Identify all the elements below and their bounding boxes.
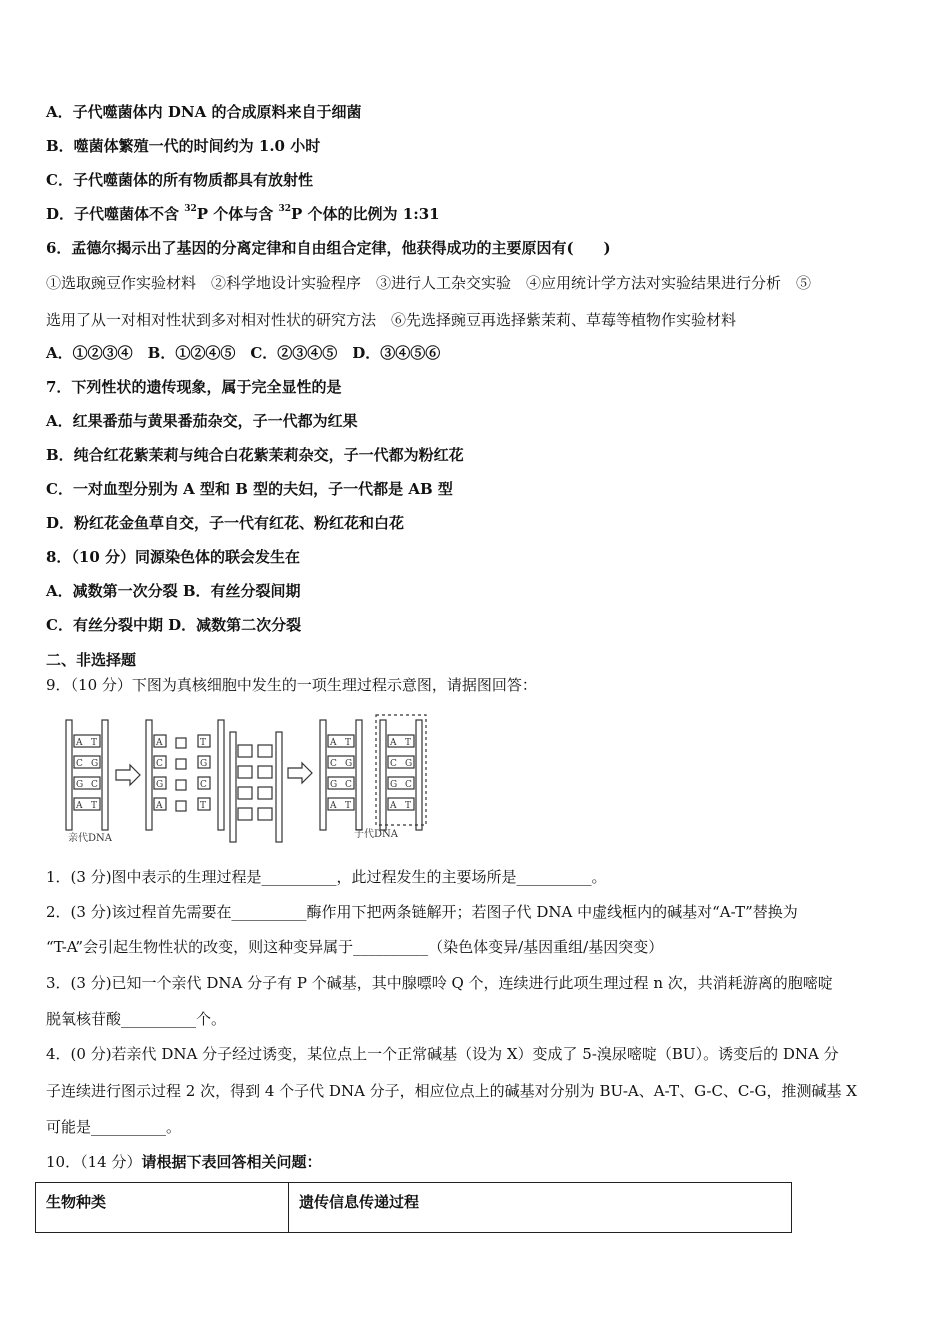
base-label: C [91, 780, 98, 790]
dna-strand [356, 720, 362, 830]
base-label: G [390, 780, 398, 790]
dna-strand [218, 720, 224, 830]
base-fragment [258, 808, 272, 820]
base-label: T [345, 801, 352, 811]
child-dna-drawing [320, 715, 426, 830]
q7-option-d: D．粉红花金鱼草自交，子一代有红花、粉红花和白花 [46, 514, 405, 532]
q6-choices-line1: ①选取豌豆作实验材料 ②科学地设计实验程序 ③进行人工杂交实验 ④应用统计学方法对实验结果进行分析 ⑤ [46, 274, 812, 292]
section-heading: 二、非选择题 [46, 651, 137, 669]
base-label: A [330, 801, 337, 811]
base-label: G [345, 759, 353, 769]
q8-stem: 8．（10 分）同源染色体的联会发生在 [46, 548, 301, 566]
q7-option-c: C．一对血型分别为 A 型和 B 型的夫妇，子一代都是 AB 型 [46, 480, 453, 498]
q9-sub4-line1: 4．(0 分)若亲代 DNA 分子经过诱变，某位点上一个正常碱基（设为 X）变成了 5-溴尿嘧啶（BU）。诱变后的 DNA 分 [46, 1045, 839, 1063]
unwinding-dna-drawing [146, 720, 282, 842]
q9-sub1: 1．(3 分)图中表示的生理过程是__________，此过程发生的主要场所是__________。 [46, 868, 607, 886]
q8-options-ab: A．减数第一次分裂 B．有丝分裂间期 [46, 582, 301, 600]
dna-replication-figure [58, 710, 438, 845]
dna-strand [380, 720, 386, 830]
arrow-icon [116, 763, 312, 785]
q6-options: A．①②③④ B．①②④⑤ C．②③④⑤ D．③④⑤⑥ [46, 344, 441, 362]
free-nucleotide [176, 759, 186, 769]
base-label: T [200, 801, 207, 811]
q7-option-b: B．纯合红花紫茉莉与纯合白花紫茉莉杂交，子一代都为粉红花 [46, 446, 464, 464]
base-fragment [258, 766, 272, 778]
q7-option-a: A．红果番茄与黄果番茄杂交，子一代都为红果 [46, 412, 358, 430]
q7-stem: 7．下列性状的遗传现象，属于完全显性的是 [46, 378, 342, 396]
base-label: G [91, 759, 99, 769]
q9-sub4-line2: 子连续进行图示过程 2 次，得到 4 个子代 DNA 分子，相应位点上的碱基对分别为 BU-A、A-T、G-C、C-G，推测碱基 X [46, 1082, 857, 1100]
base-label: T [200, 738, 207, 748]
base-fragment [238, 745, 252, 757]
q5-option-b: B．噬菌体繁殖一代的时间约为 1.0 小时 [46, 137, 321, 155]
base-label: A [390, 738, 397, 748]
free-nucleotide [176, 780, 186, 790]
q6-choices-line2: 选用了从一对相对性状到多对相对性状的研究方法 ⑥先选择豌豆再选择紫茉莉、草莓等植物作实验材料 [46, 311, 737, 329]
base-label: G [76, 780, 84, 790]
base-label: C [200, 780, 207, 790]
base-label: C [405, 780, 412, 790]
q10-table [35, 1182, 792, 1233]
q8-options-cd: C．有丝分裂中期 D．减数第二次分裂 [46, 616, 302, 634]
base-fragment [258, 787, 272, 799]
q9-sub3-line2: 脱氧核苷酸__________个。 [46, 1010, 227, 1028]
base-label: A [330, 738, 337, 748]
base-label: A [76, 738, 83, 748]
base-label: A [76, 801, 83, 811]
table-row [36, 1183, 792, 1233]
free-nucleotide [176, 738, 186, 748]
base-label: C [345, 780, 352, 790]
base-label: T [405, 801, 412, 811]
dna-strand [146, 720, 152, 830]
table-header-species: 生物种类 [36, 1183, 289, 1233]
base-fragment [258, 745, 272, 757]
dashed-box [376, 715, 426, 825]
base-label: A [390, 801, 397, 811]
q5-option-a: A．子代噬菌体内 DNA 的合成原料来自于细菌 [46, 103, 362, 121]
free-nucleotide [176, 801, 186, 811]
q9-sub2-line2: “T-A”会引起生物性状的改变，则这种变异属于__________（染色体变异/基因重组/基因突变） [46, 938, 664, 956]
dna-strand [230, 732, 236, 842]
dna-strand [66, 720, 72, 830]
base-label: G [156, 780, 164, 790]
base-fragment [238, 787, 252, 799]
parent-dna-label: 亲代DNA [68, 833, 112, 844]
dna-strand [276, 732, 282, 842]
dna-replication-diagram [58, 710, 438, 845]
base-label: G [200, 759, 208, 769]
q9-stem: 9．（10 分）下图为真核细胞中发生的一项生理过程示意图，请据图回答： [46, 676, 537, 694]
q9-sub2-line1: 2．(3 分)该过程首先需要在__________酶作用下把两条链解开；若图子代 DNA 中虚线框内的碱基对“A-T”替换为 [46, 903, 798, 921]
q9-sub3-line1: 3．(3 分)已知一个亲代 DNA 分子有 P 个碱基，其中腺嘌呤 Q 个，连续进行此项生理过程 n 次，共消耗游离的胞嘧啶 [46, 974, 833, 992]
q5-option-d: D．子代噬菌体不含 $^{32}$P 个体与含 $^{32}$P 个体的比例为 1:31 [46, 204, 440, 223]
q9-sub4-line3: 可能是__________。 [46, 1118, 182, 1136]
dna-strand [102, 720, 108, 830]
base-fragment [238, 808, 252, 820]
child-dna-label: 子代DNA [354, 829, 398, 840]
base-label: A [156, 738, 163, 748]
base-label: T [91, 738, 98, 748]
base-label: T [91, 801, 98, 811]
q10-stem: 10．（14 分）请根据下表回答相关问题： [46, 1153, 322, 1171]
base-label: C [156, 759, 163, 769]
parent-dna-drawing [66, 720, 108, 830]
dna-strand [320, 720, 326, 830]
q6-stem: 6．孟德尔揭示出了基因的分离定律和自由组合定律，他获得成功的主要原因有( ) [46, 239, 611, 257]
base-label: T [345, 738, 352, 748]
base-fragment [238, 766, 252, 778]
table-header-process: 遗传信息传递过程 [289, 1183, 792, 1233]
base-label: C [76, 759, 83, 769]
q5-option-c: C．子代噬菌体的所有物质都具有放射性 [46, 171, 313, 189]
base-label: T [405, 738, 412, 748]
base-label: C [330, 759, 337, 769]
base-label: C [390, 759, 397, 769]
dna-strand [416, 720, 422, 830]
base-label: G [330, 780, 338, 790]
base-label: A [156, 801, 163, 811]
base-label: G [405, 759, 413, 769]
